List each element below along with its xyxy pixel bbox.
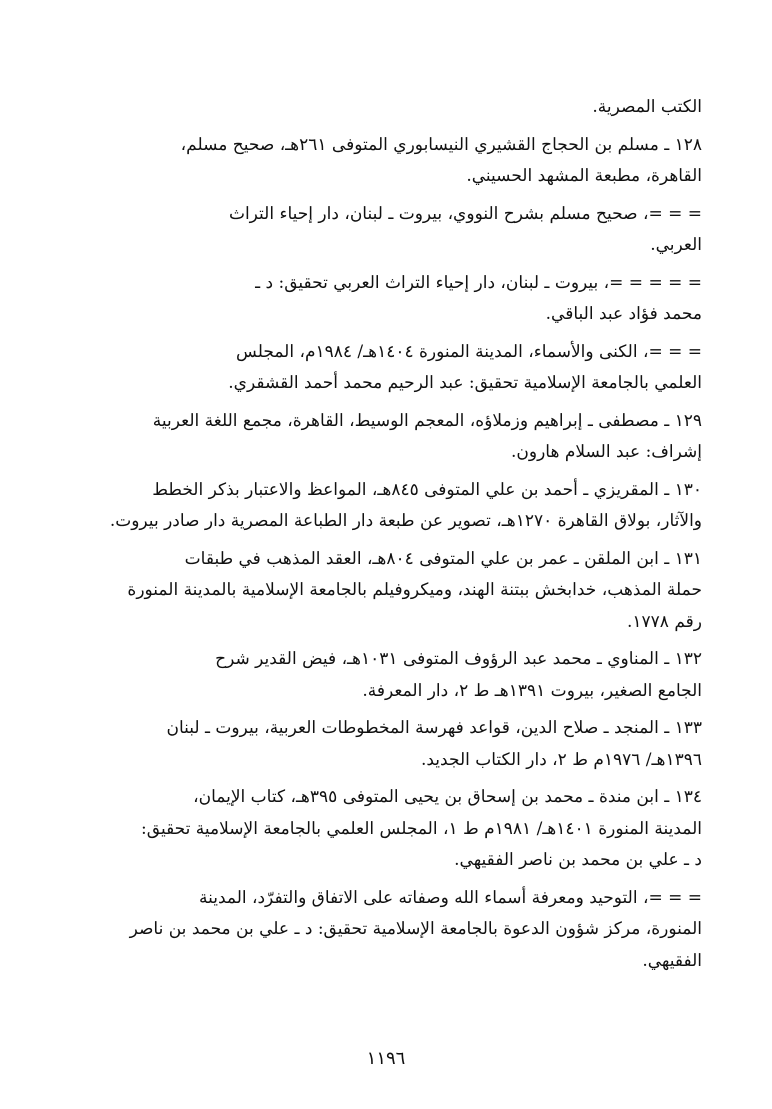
bibliography-entry bbox=[70, 644, 702, 707]
text-line: المدينة المنورة ١٤٠١هـ/ ١٩٨١م ط ١، المجلس العلمي بالجامعة الإسلامية تحقيق: bbox=[141, 818, 702, 839]
bibliography-entry bbox=[70, 268, 702, 331]
text-line: ١٢٩ ـ مصطفى ـ إبراهيم وزملاؤه، المعجم الوسيط، القاهرة، مجمع اللغة العربية bbox=[152, 410, 702, 431]
text-line: ١٣٢ ـ المناوي ـ محمد عبد الرؤوف المتوفى ١٠٣١هـ، فيض القدير شرح bbox=[215, 649, 702, 669]
text-line: محمد فؤاد عبد الباقي. bbox=[545, 304, 702, 324]
text-line: حملة المذهب، خدابخش ببتنة الهند، وميكروفيلم بالجامعة الإسلامية بالمدينة المنورة bbox=[127, 580, 702, 600]
text-line: = = =، صحيح مسلم بشرح النووي، بيروت ـ لبنان، دار إحياء التراث bbox=[228, 203, 702, 224]
bibliography-entry bbox=[70, 199, 702, 262]
text-line: الفقيهي. bbox=[642, 950, 702, 971]
text-line: الجامع الصغير، بيروت ١٣٩١هـ ط ٢، دار المعرفة. bbox=[362, 680, 702, 701]
text-line: المنورة، مركز شؤون الدعوة بالجامعة الإسلامية تحقيق: د ـ علي بن محمد بن ناصر bbox=[129, 919, 702, 939]
text-line: الكتب المصرية. bbox=[592, 97, 702, 117]
bibliography-entry bbox=[70, 130, 702, 193]
text-line: العلمي بالجامعة الإسلامية تحقيق: عبد الرحيم محمد أحمد القشقري. bbox=[228, 373, 702, 393]
text-line: ١٢٨ ـ مسلم بن الحجاج القشيري النيسابوري المتوفى ٢٦١هـ، صحيح مسلم، bbox=[180, 134, 702, 155]
text-line: ١٣١ ـ ابن الملقن ـ عمر بن علي المتوفى ٨٠٤هـ، العقد المذهب في طبقات bbox=[184, 548, 702, 569]
text-line: رقم ١٧٧٨. bbox=[627, 611, 702, 632]
text-line: والآثار، بولاق القاهرة ١٢٧٠هـ، تصوير عن طبعة دار الطباعة المصرية دار صادر بيروت. bbox=[109, 511, 702, 531]
text-line: د ـ علي بن محمد بن ناصر الفقيهي. bbox=[454, 850, 702, 870]
bibliography-entry bbox=[70, 883, 702, 978]
bibliography-page bbox=[70, 92, 702, 977]
bibliography-entry bbox=[70, 782, 702, 877]
bibliography-entry bbox=[70, 406, 702, 469]
text-line: ١٣٣ ـ المنجد ـ صلاح الدين، قواعد فهرسة المخطوطات العربية، بيروت ـ لبنان bbox=[166, 718, 702, 738]
text-line: ١٣٤ ـ ابن مندة ـ محمد بن إسحاق بن يحيى المتوفى ٣٩٥هـ، كتاب الإيمان، bbox=[193, 787, 702, 807]
text-line: = = =، الكنى والأسماء، المدينة المنورة ١٤٠٤هـ/ ١٩٨٤م، المجلس bbox=[236, 341, 702, 362]
bibliography-entry bbox=[70, 337, 702, 400]
bibliography-entry bbox=[70, 475, 702, 538]
bibliography-entry bbox=[70, 544, 702, 639]
text-line: القاهرة، مطبعة المشهد الحسيني. bbox=[466, 166, 702, 186]
text-line: = = = = =، بيروت ـ لبنان، دار إحياء التراث العربي تحقيق: د ـ bbox=[255, 272, 702, 293]
bibliography-entry bbox=[70, 713, 702, 776]
bibliography-entry bbox=[70, 92, 702, 124]
text-line: إشراف: عبد السلام هارون. bbox=[510, 442, 702, 462]
text-line: = = =، التوحيد ومعرفة أسماء الله وصفاته على الاتفاق والتفرّد، المدينة bbox=[198, 887, 702, 908]
text-line: ١٣٩٦هـ/ ١٩٧٦م ط ٢، دار الكتاب الجديد. bbox=[420, 749, 702, 770]
text-line: العربي. bbox=[650, 235, 702, 255]
page-number: ١١٩٦ bbox=[366, 1048, 406, 1069]
text-line: ١٣٠ ـ المقريزي ـ أحمد بن علي المتوفى ٨٤٥هـ، المواعظ والاعتبار بذكر الخطط bbox=[152, 479, 702, 500]
